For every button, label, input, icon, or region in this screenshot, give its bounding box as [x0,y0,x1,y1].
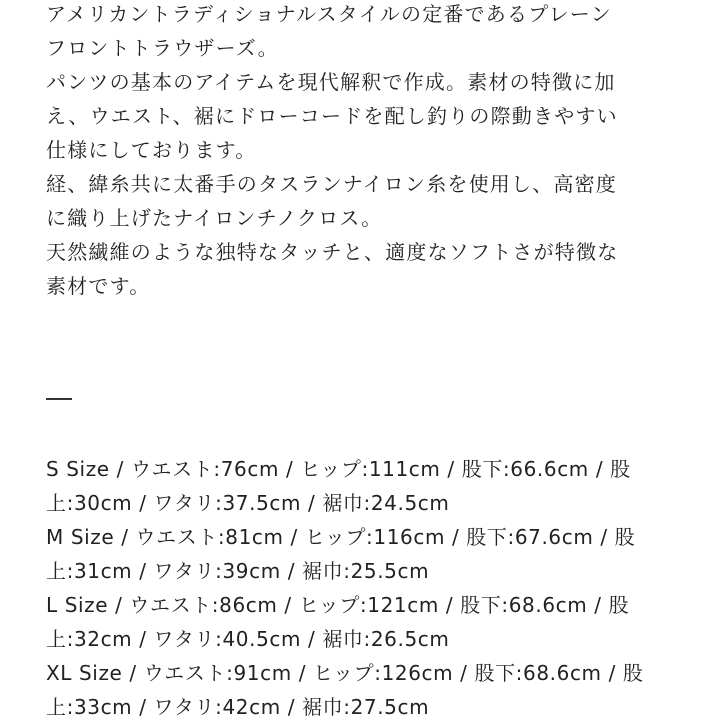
description-line: 素材です。 [46,274,151,298]
description-line: フロントトラウザーズ。 [46,36,279,60]
description-line: 仕様にしております。 [46,138,257,162]
size-chart [46,452,696,719]
product-description [46,0,686,303]
size-line: 上:33cm / ワタリ:42cm / 裾巾:27.5cm [46,695,430,719]
description-line: アメリカントラディショナルスタイルの定番であるプレーン [46,2,612,26]
description-line: え、ウエスト、裾にドローコードを配し釣りの際動きやすい [46,104,618,128]
size-line: S Size / ウエスト:76cm / ヒップ:111cm / 股下:66.6cm / 股 [46,457,631,481]
description-line: パンツの基本のアイテムを現代解釈で作成。素材の特徴に加 [46,70,616,94]
size-line: M Size / ウエスト:81cm / ヒップ:116cm / 股下:67.6cm / 股 [46,525,636,549]
size-line: 上:31cm / ワタリ:39cm / 裾巾:25.5cm [46,559,430,583]
size-line: L Size / ウエスト:86cm / ヒップ:121cm / 股下:68.6cm / 股 [46,593,630,617]
description-line: 経、緯糸共に太番手のタスランナイロン糸を使用し、高密度 [46,172,617,196]
section-divider [46,398,72,400]
size-line: 上:30cm / ワタリ:37.5cm / 裾巾:24.5cm [46,491,450,515]
description-line: 天然繊維のような独特なタッチと、適度なソフトさが特徴な [46,240,619,264]
description-line: に織り上げたナイロンチノクロス。 [46,206,383,230]
size-line: XL Size / ウエスト:91cm / ヒップ:126cm / 股下:68.6cm / 股 [46,661,644,685]
size-line: 上:32cm / ワタリ:40.5cm / 裾巾:26.5cm [46,627,450,651]
